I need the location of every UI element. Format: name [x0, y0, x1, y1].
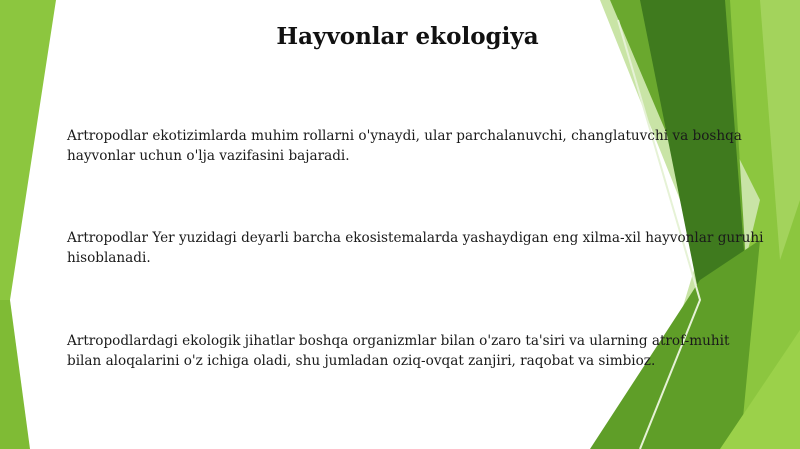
- paragraph-ecosystem-roles: Artropodlar ekotizimlarda muhim rollarni o'ynaydi, ular parchalanuvchi, changlatuvchi va boshqa hayvonlar uchun o'lja vazifasini bajaradi.: [67, 128, 742, 164]
- paragraph-diversity: Artropodlar Yer yuzidagi deyarli barcha ekosistemalarda yashaydigan eng xilma-xil hayvonlar guruhi hisoblanadi.: [67, 230, 764, 266]
- slide-title: Hayvonlar ekologiya: [276, 23, 539, 50]
- paragraph-ecological-aspects: Artropodlardagi ekologik jihatlar boshqa organizmlar bilan o'zaro ta'siri va ularning atrof-muhit bilan aloqalarini o'z ichiga oladi, shu jumladan oziq-ovqat zanjiri, raqobat va simbioz.: [67, 333, 730, 369]
- left-green-band-lower: [0, 300, 30, 449]
